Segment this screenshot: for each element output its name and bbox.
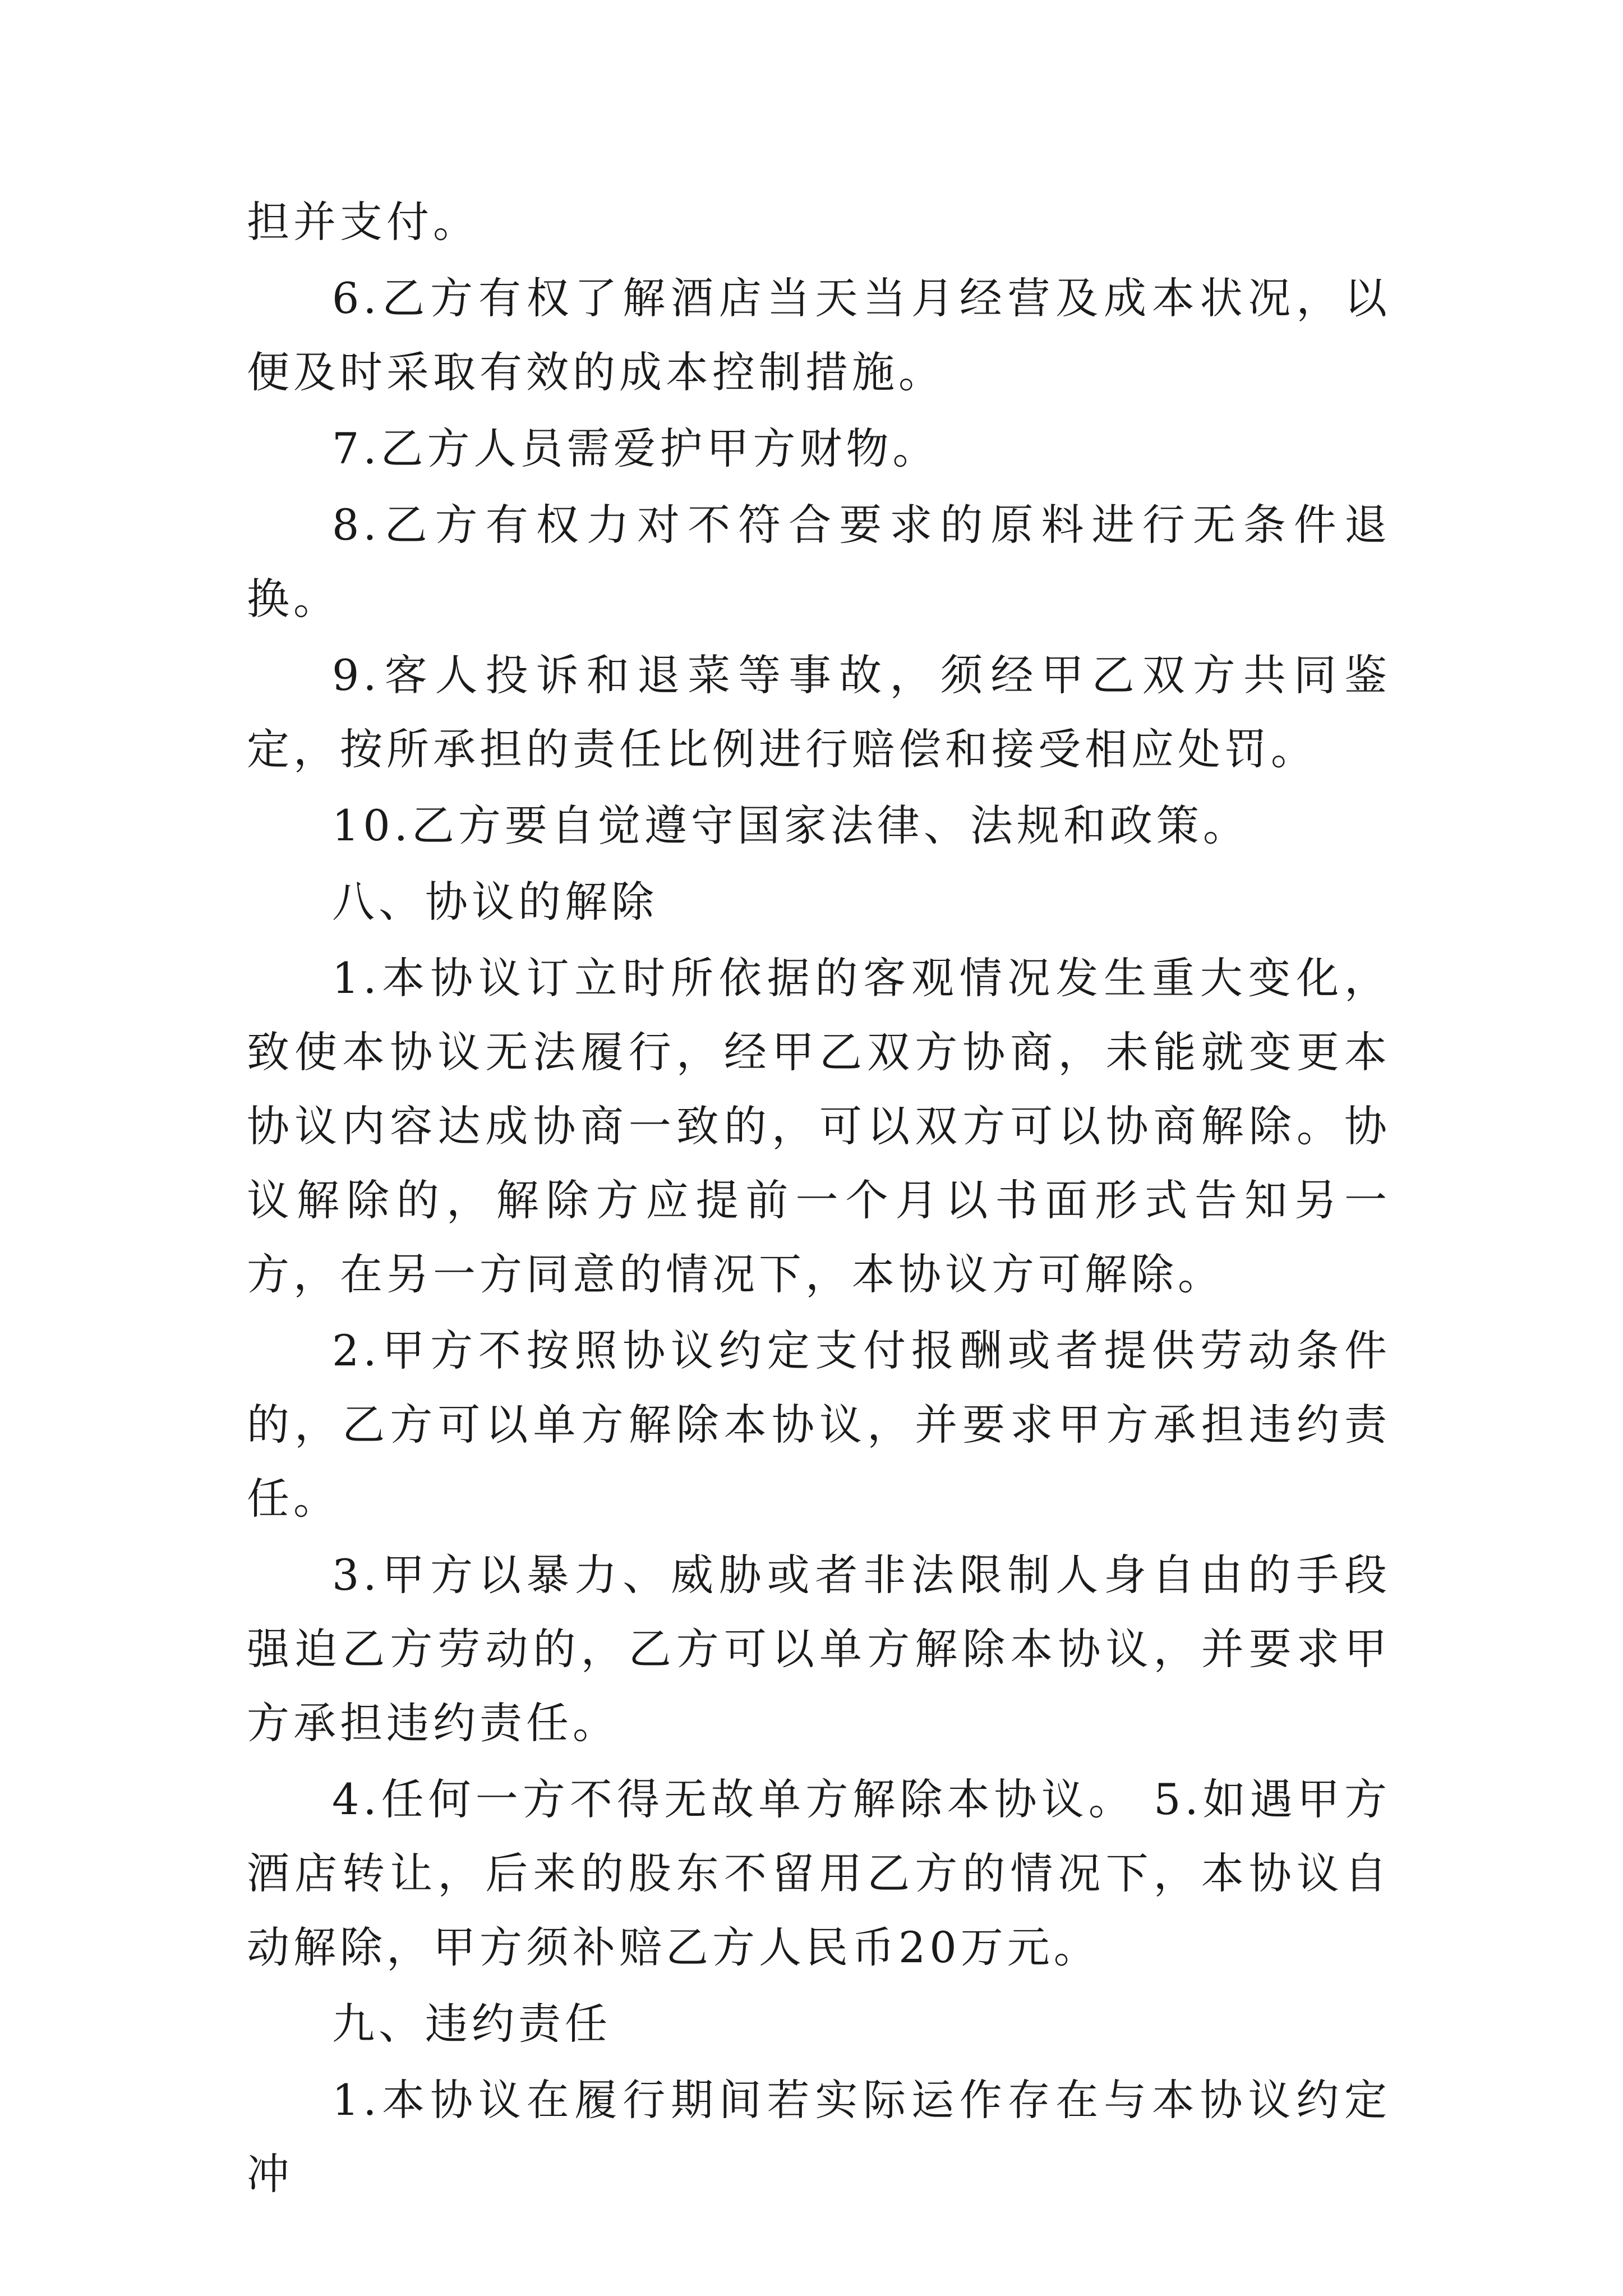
section-heading-9: 九、违约责任 — [332, 1999, 611, 2049]
clause-7-6: 6.乙方有权了解酒店当天当月经营及成本状况，以便及时采取有效的成本控制措施。 — [247, 273, 1391, 397]
section-heading-8: 八、协议的解除 — [332, 877, 658, 927]
clause-7-8: 8.乙方有权力对不符合要求的原料进行无条件退换。 — [247, 500, 1391, 624]
document-body — [247, 185, 1391, 2214]
paragraph-continuation: 担并支付。 — [247, 197, 479, 247]
clause-8-3: 3.甲方以暴力、威胁或者非法限制人身自由的手段强迫乙方劳动的，乙方可以单方解除本协议，并要求甲方承担违约责任。 — [247, 1550, 1391, 1748]
clause-8-2: 2.甲方不按照协议约定支付报酬或者提供劳动条件的，乙方可以单方解除本协议，并要求甲方承担违约责任。 — [247, 1326, 1391, 1524]
clause-7-7: 7.乙方人员需爱护甲方财物。 — [332, 424, 939, 473]
clause-7-9: 9.客人投诉和退菜等事故，须经甲乙双方共同鉴定，按所承担的责任比例进行赔偿和接受相应处罚。 — [247, 650, 1391, 774]
clause-8-1: 1.本协议订立时所依据的客观情况发生重大变化，致使本协议无法履行，经甲乙双方协商，未能就变更本协议内容达成协商一致的，可以双方可以协商解除。协议解除的，解除方应提前一个月以书面形式告知另一方，在另一方同意的情况下，本协议方可解除。 — [247, 953, 1391, 1299]
clause-8-4-5: 4.任何一方不得无故单方解除本协议。 5.如遇甲方酒店转让，后来的股东不留用乙方的情况下，本协议自动解除，甲方须补赔乙方人民币20万元。 — [247, 1774, 1391, 1972]
clause-9-1: 1.本协议在履行期间若实际运作存在与本协议约定冲 — [247, 2075, 1391, 2199]
clause-7-10: 10.乙方要自觉遵守国家法律、法规和政策。 — [332, 800, 1249, 850]
